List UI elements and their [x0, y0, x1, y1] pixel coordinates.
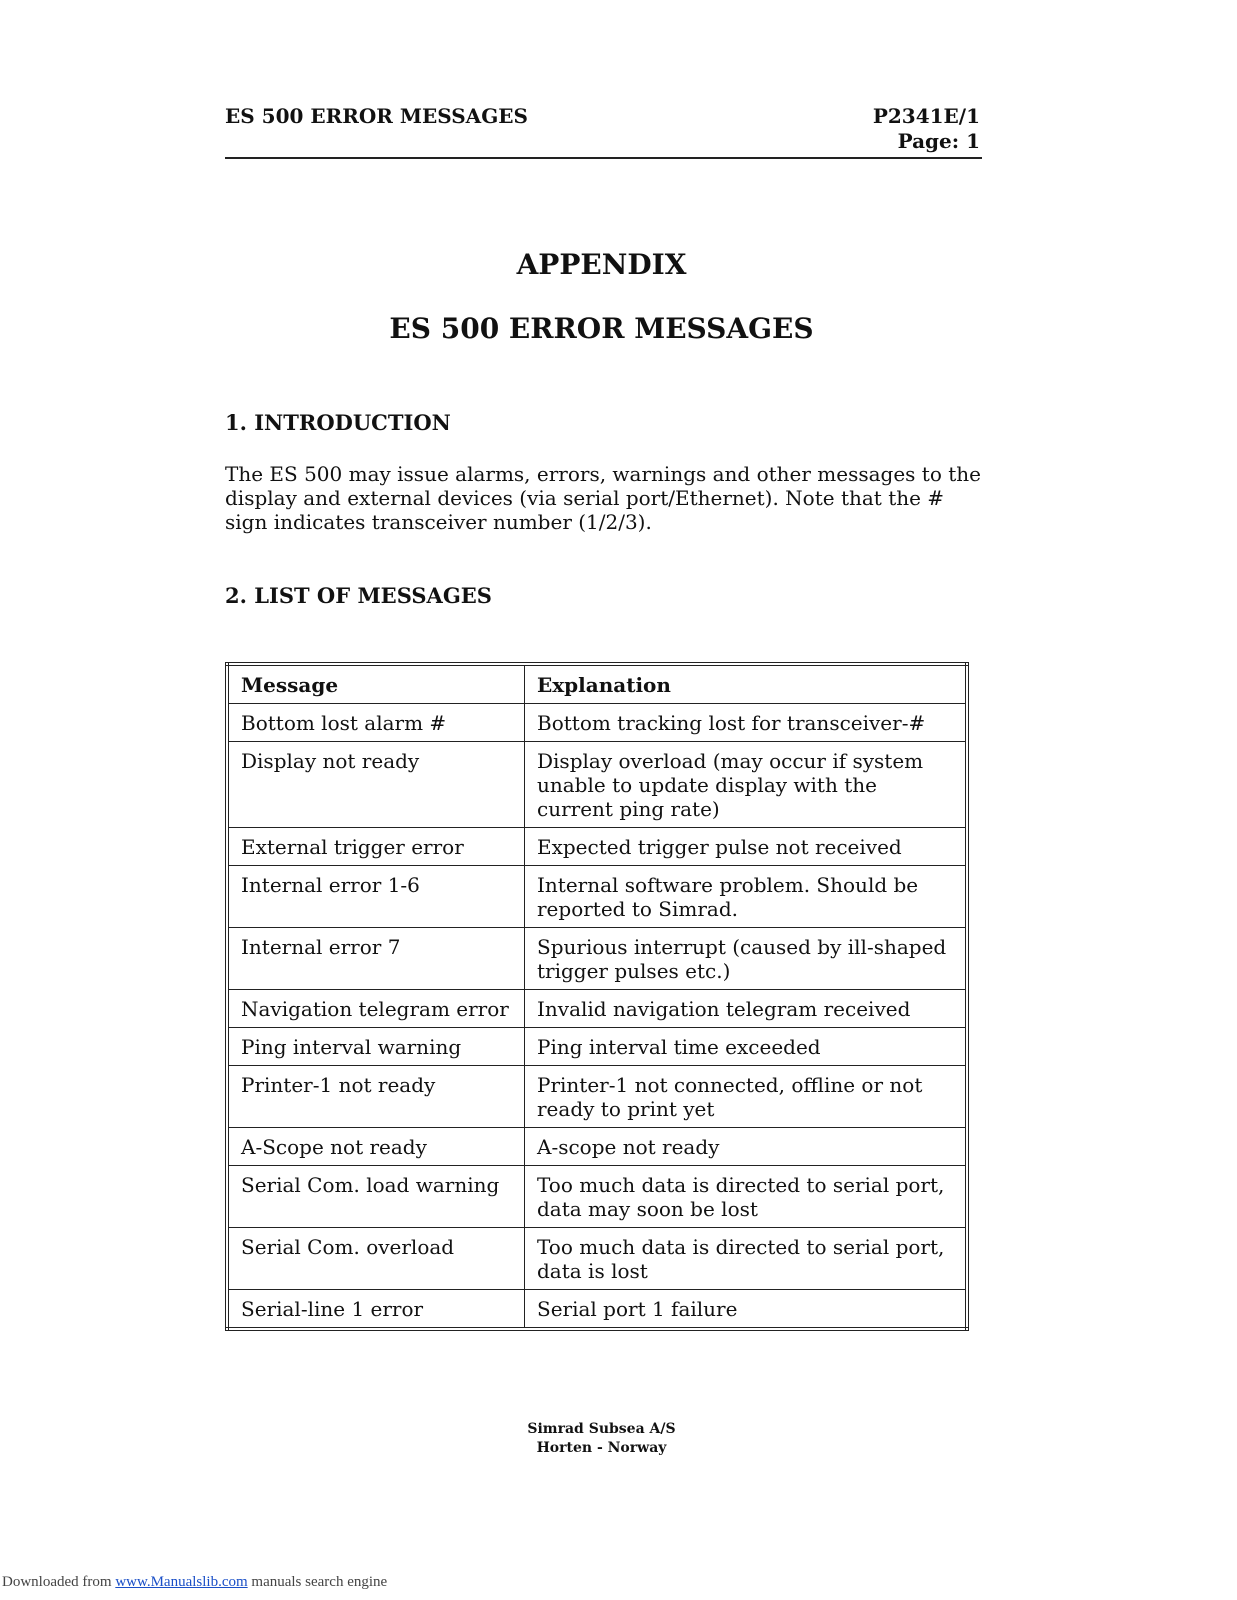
explanation-cell: Display overload (may occur if system unable to update display with the current ping rate)	[525, 742, 968, 828]
message-cell: Serial-line 1 error	[227, 1290, 525, 1330]
column-header-explanation: Explanation	[525, 664, 968, 704]
table-row	[227, 828, 967, 866]
table-row	[227, 742, 967, 828]
explanation-cell: Too much data is directed to serial port, data is lost	[525, 1228, 968, 1290]
table-row	[227, 1066, 967, 1128]
table-header-row	[227, 664, 967, 704]
download-banner	[2, 1574, 387, 1591]
download-banner-suffix: manuals search engine	[247, 1574, 388, 1590]
table-row	[227, 1028, 967, 1066]
document-title: ES 500 ERROR MESSAGES	[389, 312, 814, 345]
message-cell: Printer-1 not ready	[227, 1066, 525, 1128]
page-number: Page: 1	[897, 129, 980, 153]
table-row	[227, 866, 967, 928]
header-rule	[225, 157, 982, 159]
explanation-cell: Invalid navigation telegram received	[525, 990, 968, 1028]
message-cell: Internal error 1-6	[227, 866, 525, 928]
running-header-doc-info	[873, 104, 980, 154]
message-cell: Ping interval warning	[227, 1028, 525, 1066]
explanation-cell: Expected trigger pulse not received	[525, 828, 968, 866]
table-row	[227, 928, 967, 990]
message-cell: Display not ready	[227, 742, 525, 828]
table-row	[227, 1228, 967, 1290]
explanation-cell: Internal software problem. Should be reported to Simrad.	[525, 866, 968, 928]
explanation-cell: Serial port 1 failure	[525, 1290, 968, 1330]
explanation-cell: Printer-1 not connected, offline or not ready to print yet	[525, 1066, 968, 1128]
introduction-paragraph: The ES 500 may issue alarms, errors, warnings and other messages to the display and external devices (via serial port/Ethernet). Note that the # sign indicates transceiver number (1/2/3).	[225, 462, 981, 534]
message-cell: Serial Com. overload	[227, 1228, 525, 1290]
explanation-cell: A-scope not ready	[525, 1128, 968, 1166]
message-cell: Internal error 7	[227, 928, 525, 990]
error-messages-table	[225, 662, 969, 1331]
appendix-title: APPENDIX	[516, 248, 687, 281]
manualslib-link[interactable]: www.Manualslib.com	[115, 1574, 248, 1590]
explanation-cell: Bottom tracking lost for transceiver-#	[525, 704, 968, 742]
message-cell: Navigation telegram error	[227, 990, 525, 1028]
section-heading-list-of-messages: 2. LIST OF MESSAGES	[225, 583, 492, 608]
explanation-cell: Too much data is directed to serial port, data may soon be lost	[525, 1166, 968, 1228]
table-row	[227, 1128, 967, 1166]
table-row	[227, 704, 967, 742]
message-cell: External trigger error	[227, 828, 525, 866]
explanation-cell: Spurious interrupt (caused by ill-shaped trigger pulses etc.)	[525, 928, 968, 990]
table-row	[227, 1166, 967, 1228]
explanation-cell: Ping interval time exceeded	[525, 1028, 968, 1066]
column-header-message: Message	[227, 664, 525, 704]
download-banner-prefix: Downloaded from	[2, 1574, 116, 1590]
section-heading-introduction: 1. INTRODUCTION	[225, 410, 451, 435]
table-row	[227, 990, 967, 1028]
table-row	[227, 1290, 967, 1330]
running-header-title: ES 500 ERROR MESSAGES	[225, 104, 528, 128]
footer-company: Simrad Subsea A/S	[527, 1421, 676, 1437]
footer-location: Horten - Norway	[536, 1440, 667, 1456]
document-id: P2341E/1	[872, 104, 980, 128]
message-cell: Serial Com. load warning	[227, 1166, 525, 1228]
message-cell: Bottom lost alarm #	[227, 704, 525, 742]
page-footer	[0, 1420, 1203, 1458]
message-cell: A-Scope not ready	[227, 1128, 525, 1166]
